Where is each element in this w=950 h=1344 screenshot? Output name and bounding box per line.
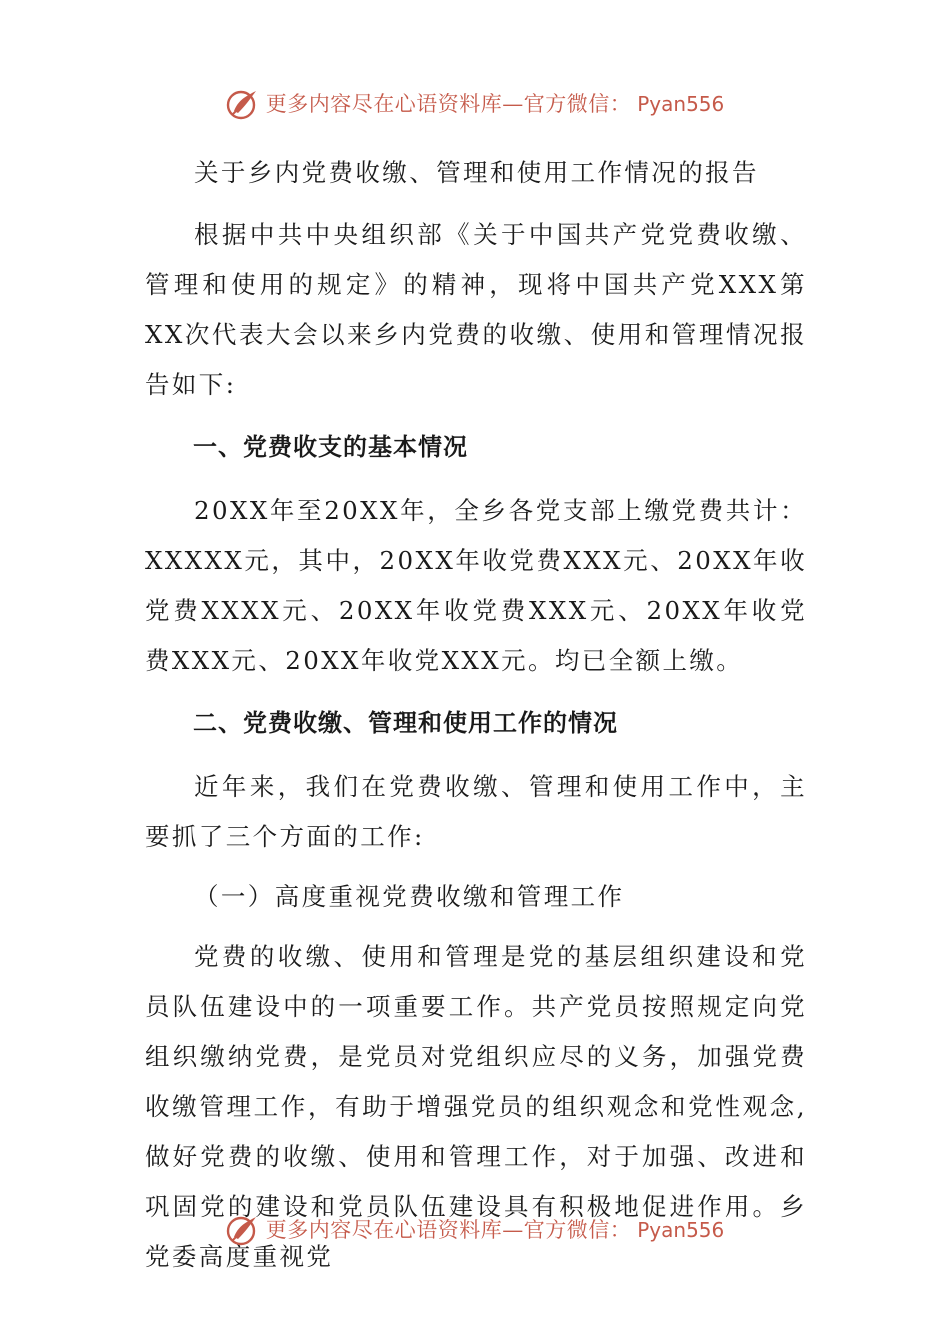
watermark-text: 更多内容尽在心语资料库—官方微信： xyxy=(265,92,632,116)
watermark-footer xyxy=(0,1212,950,1248)
section2-heading: 二、党费收缴、管理和使用工作的情况 xyxy=(193,709,618,737)
document-title: 关于乡内党费收缴、管理和使用工作情况的报告 xyxy=(194,158,759,187)
section1-heading: 一、党费收支的基本情况 xyxy=(193,433,468,461)
watermark-header xyxy=(0,86,950,122)
watermark-id: Pyan556 xyxy=(637,92,725,116)
pen-logo-icon xyxy=(226,1213,260,1247)
watermark-text: 更多内容尽在心语资料库—官方微信： xyxy=(265,1218,632,1242)
watermark-id: Pyan556 xyxy=(637,1218,725,1242)
section1-paragraph: 20XX年至20XX年，全乡各党支部上缴党费共计：XXXXX元，其中，20XX年收党费XXX元、20XX年收党费XXXX元、20XX年收党费XXX元、20XX年收党费XXX元、20XX年收党XXX元。均已全额上缴。 xyxy=(145,496,807,675)
section2-intro-paragraph: 近年来，我们在党费收缴、管理和使用工作中，主要抓了三个方面的工作: xyxy=(145,772,807,851)
subsection1-paragraph: 党费的收缴、使用和管理是党的基层组织建设和党员队伍建设中的一项重要工作。共产党员按照规定向党组织缴纳党费，是党员对党组织应尽的义务，加强党费收缴管理工作，有助于增强党员的组织观念和党性观念,做好党费的收缴、使用和管理工作，对于加强、改进和巩固党的建设和党员队伍建设具有积极地促进作用。乡党委高度重视党 xyxy=(145,942,807,1271)
pen-logo-icon xyxy=(226,87,260,121)
subsection1-heading: （一）高度重视党费收缴和管理工作 xyxy=(194,882,625,911)
document-body xyxy=(145,148,807,1282)
intro-paragraph: 根据中共中央组织部《关于中国共产党党费收缴、管理和使用的规定》的精神，现将中国共产党XXX第XX次代表大会以来乡内党费的收缴、使用和管理情况报告如下: xyxy=(145,220,807,399)
